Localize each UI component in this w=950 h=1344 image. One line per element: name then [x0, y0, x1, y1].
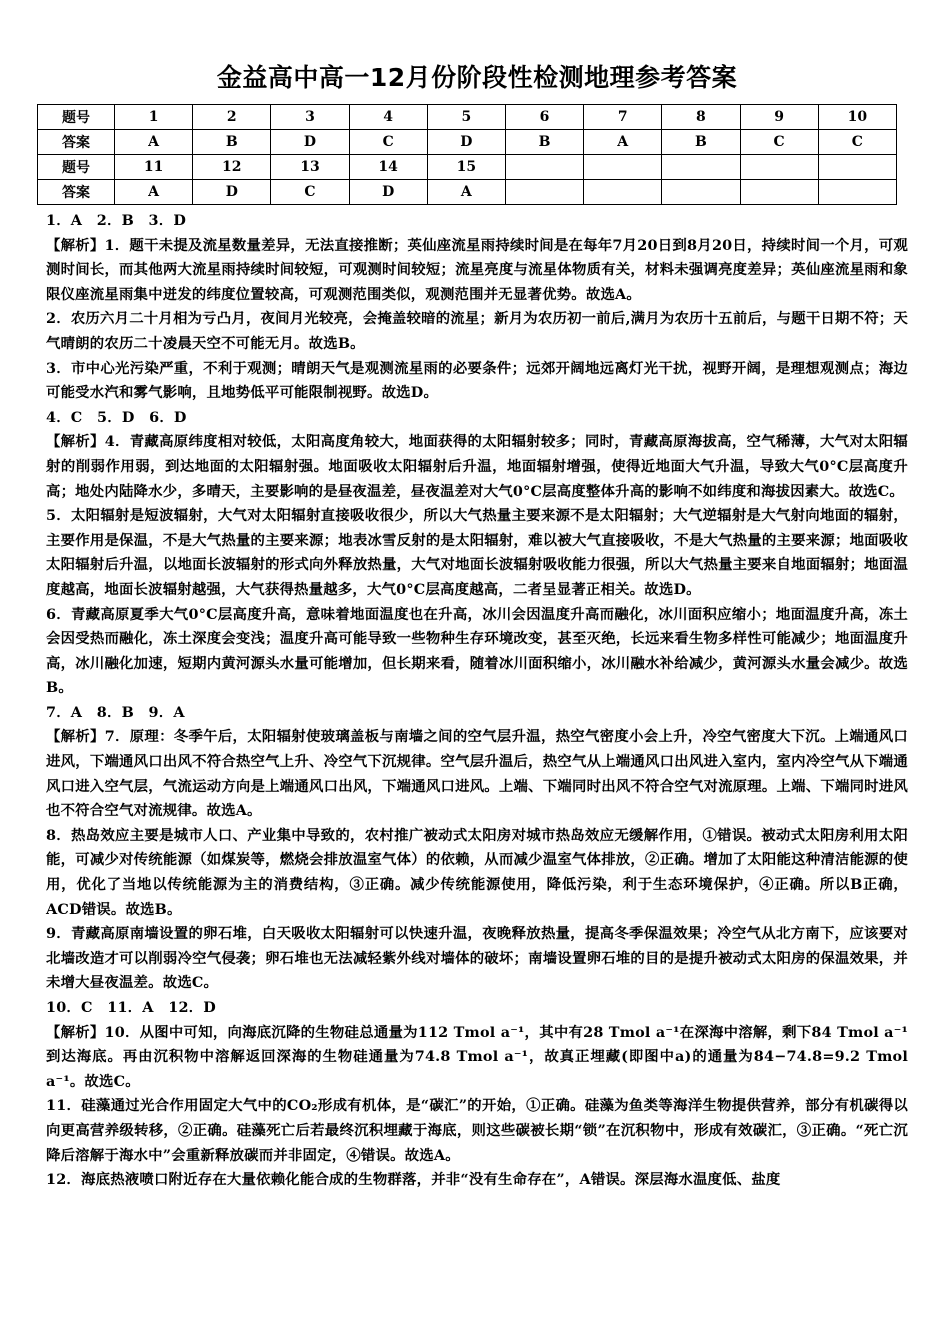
- table-cell: 7: [584, 105, 662, 130]
- table-cell: [740, 155, 818, 180]
- row-label: 答案: [38, 180, 115, 205]
- paragraph: 6．青藏高原夏季大气0°C层高度升高，意味着地面温度也在升高，冰川会因温度升高而融化，冰川面积应缩小；地面温度升高，冻土会因受热而融化，冻土深度会变浅；温度升高可能导致一些物种生存环境改变，甚至灭绝，长远来看生物多样性可能减少；地面温度升高，冰川融化加速，短期内黄河源头水量可能增加，但长期来看，随着冰川面积缩小，冰川融水补给减少，黄河源头水量会减少。故选B。: [46, 605, 908, 697]
- table-row: [38, 105, 897, 130]
- answer-table: [37, 104, 897, 205]
- table-cell: 2: [193, 105, 271, 130]
- table-cell: B: [193, 130, 271, 155]
- paragraph: 11．硅藻通过光合作用固定大气中的CO₂形成有机体，是“碳汇”的开始，①正确。硅藻为鱼类等海洋生物提供营养，部分有机碳得以向更高营养级转移，②正确。硅藻死亡后若最终沉积埋藏于海底，则这些碳被长期“锁”在沉积物中，形成有效碳汇，③正确。“死亡沉降后溶解于海水中”会重新释放碳而并非固定，④错误。故选A。: [46, 1097, 908, 1164]
- table-cell: C: [818, 130, 896, 155]
- explanation-content: [46, 209, 908, 1193]
- paragraph: 7．A 8．B 9．A: [46, 703, 185, 721]
- table-cell: 12: [193, 155, 271, 180]
- paragraph: 【解析】4．青藏高原纬度相对较低，太阳高度角较大，地面获得的太阳辐射较多；同时，青藏高原海拔高，空气稀薄，大气对太阳辐射的削弱作用弱，到达地面的太阳辐射强。地面吸收太阳辐射后升温，地面辐射增强，使得近地面大气升温，导致大气0°C层高度升高；地处内陆降水少，多晴天，主要影响的是昼夜温差，昼夜温差对大气0°C层高度整体升高的影响不如纬度和海拔因素大。故选C。: [46, 433, 908, 500]
- table-cell: 5: [427, 105, 505, 130]
- table-cell: [505, 155, 583, 180]
- table-cell: B: [505, 130, 583, 155]
- table-cell: D: [427, 130, 505, 155]
- row-label: 题号: [38, 155, 115, 180]
- row-label: 题号: [38, 105, 115, 130]
- table-row: [38, 180, 897, 205]
- table-cell: 15: [427, 155, 505, 180]
- table-cell: [584, 155, 662, 180]
- table-cell: A: [584, 130, 662, 155]
- table-cell: 3: [271, 105, 349, 130]
- table-cell: 14: [349, 155, 427, 180]
- table-cell: [818, 180, 896, 205]
- paragraph: 2．农历六月二十月相为亏凸月，夜间月光较亮，会掩盖较暗的流星；新月为农历初一前后,满月为农历十五前后，与题干日期不符；天气晴朗的农历二十凌晨天空不可能无月。故选B。: [46, 310, 908, 352]
- paragraph: 4．C 5．D 6．D: [46, 408, 187, 426]
- table-cell: [505, 180, 583, 205]
- table-cell: D: [349, 180, 427, 205]
- paragraph: 【解析】7．原理：冬季午后，太阳辐射使玻璃盖板与南墙之间的空气层升温，热空气密度小会上升，冷空气密度大下沉。上端通风口进风，下端通风口出风不符合热空气上升、冷空气下沉规律。空气层升温后，热空气从上端通风口出风进入室内，室内冷空气从下端通风口进入空气层，气流运动方向是上端通风口出风，下端通风口进风。上端、下端同时出风不符合空气对流原理。上端、下端同时进风也不符合空气对流规律。故选A。: [46, 728, 908, 820]
- row-label: 答案: [38, 130, 115, 155]
- paragraph: 3．市中心光污染严重，不利于观测；晴朗天气是观测流星雨的必要条件；远郊开阔地远离灯光干扰，视野开阔，是理想观测点；海边可能受水汽和雾气影响，且地势低平可能限制视野。故选D。: [46, 359, 908, 402]
- table-cell: [662, 180, 740, 205]
- paragraph: 12．海底热液喷口附近存在大量依赖化能合成的生物群落，并非“没有生命存在”，A错误。深层海水温度低、盐度: [46, 1171, 781, 1189]
- table-cell: D: [271, 130, 349, 155]
- page-title: 金益高中高一12月份阶段性检测地理参考答案: [216, 63, 738, 92]
- table-cell: [740, 180, 818, 205]
- table-row: [38, 130, 897, 155]
- table-cell: 10: [818, 105, 896, 130]
- table-cell: [818, 155, 896, 180]
- table-cell: C: [740, 130, 818, 155]
- table-cell: 13: [271, 155, 349, 180]
- table-cell: C: [271, 180, 349, 205]
- table-cell: [662, 155, 740, 180]
- table-cell: D: [193, 180, 271, 205]
- table-cell: 9: [740, 105, 818, 130]
- table-cell: C: [349, 130, 427, 155]
- table-cell: 8: [662, 105, 740, 130]
- answer-page: [46, 58, 908, 1193]
- table-cell: 1: [115, 105, 193, 130]
- table-cell: A: [115, 180, 193, 205]
- paragraph: 5．太阳辐射是短波辐射，大气对太阳辐射直接吸收很少，所以大气热量主要来源不是太阳辐射；大气逆辐射是大气射向地面的辐射，主要作用是保温，不是大气热量的主要来源；地表冰雪反射的是太阳辐射，难以被大气直接吸收，不是大气热量的主要来源；地面吸收太阳辐射后升温，以地面长波辐射的形式向外释放热量，大气对地面长波辐射吸收能力很强，所以大气热量主要来自地面辐射；地面温度越高，地面长波辐射越强，大气获得热量越多，大气0°C层高度越高，二者呈显著正相关。故选D。: [46, 507, 908, 598]
- paragraph: 【解析】10．从图中可知，向海底沉降的生物硅总通量为112 Tmol a⁻¹，其中有28 Tmol a⁻¹在深海中溶解，剩下84 Tmol a⁻¹到达海底。再由沉积物中溶解返回深海的生物硅通量为74.8 Tmol a⁻¹，故真正埋藏(即图中a)的通量为84−74.8=9.2 Tmol a⁻¹。故选C。: [46, 1023, 908, 1090]
- table-cell: 11: [115, 155, 193, 180]
- table-cell: 6: [505, 105, 583, 130]
- paragraph: 1．A 2．B 3．D: [46, 212, 187, 229]
- paragraph: 9．青藏高原南墙设置的卵石堆，白天吸收太阳辐射可以快速升温，夜晚释放热量，提高冬季保温效果；冷空气从北方南下，应该要对北墙改造才可以削弱冷空气侵袭；卵石堆也无法减轻紫外线对墙体的破坏；南墙设置卵石堆的目的是提升被动式太阳房的保温效果，并未增大昼夜温差。故选C。: [46, 925, 908, 992]
- paragraph: 10．C 11．A 12．D: [46, 999, 216, 1016]
- table-cell: A: [427, 180, 505, 205]
- table-cell: A: [115, 130, 193, 155]
- table-cell: B: [662, 130, 740, 155]
- table-cell: 4: [349, 105, 427, 130]
- paragraph: 8．热岛效应主要是城市人口、产业集中导致的，农村推广被动式太阳房对城市热岛效应无缓解作用，①错误。被动式太阳房利用太阳能，可减少对传统能源（如煤炭等，燃烧会排放温室气体）的依赖，从而减少温室气体排放，②正确。增加了太阳能这种清洁能源的使用，优化了当地以传统能源为主的消费结构，③正确。减少传统能源使用，降低污染，利于生态环境保护，④正确。所以B正确，ACD错误。故选B。: [46, 826, 908, 918]
- table-cell: [584, 180, 662, 205]
- paragraph: 【解析】1．题干未提及流星数量差异，无法直接推断；英仙座流星雨持续时间是在每年7月20日到8月20日，持续时间一个月，可观测时间长，而其他两大流星雨持续时间较短，可观测时间较短；流星亮度与流星体物质有关，材料未强调亮度差异；英仙座流星雨和象限仪座流星雨集中迸发的纬度位置较高，可观测范围类似，观测范围并无显著优势。故选A。: [46, 236, 908, 303]
- table-row: [38, 155, 897, 180]
